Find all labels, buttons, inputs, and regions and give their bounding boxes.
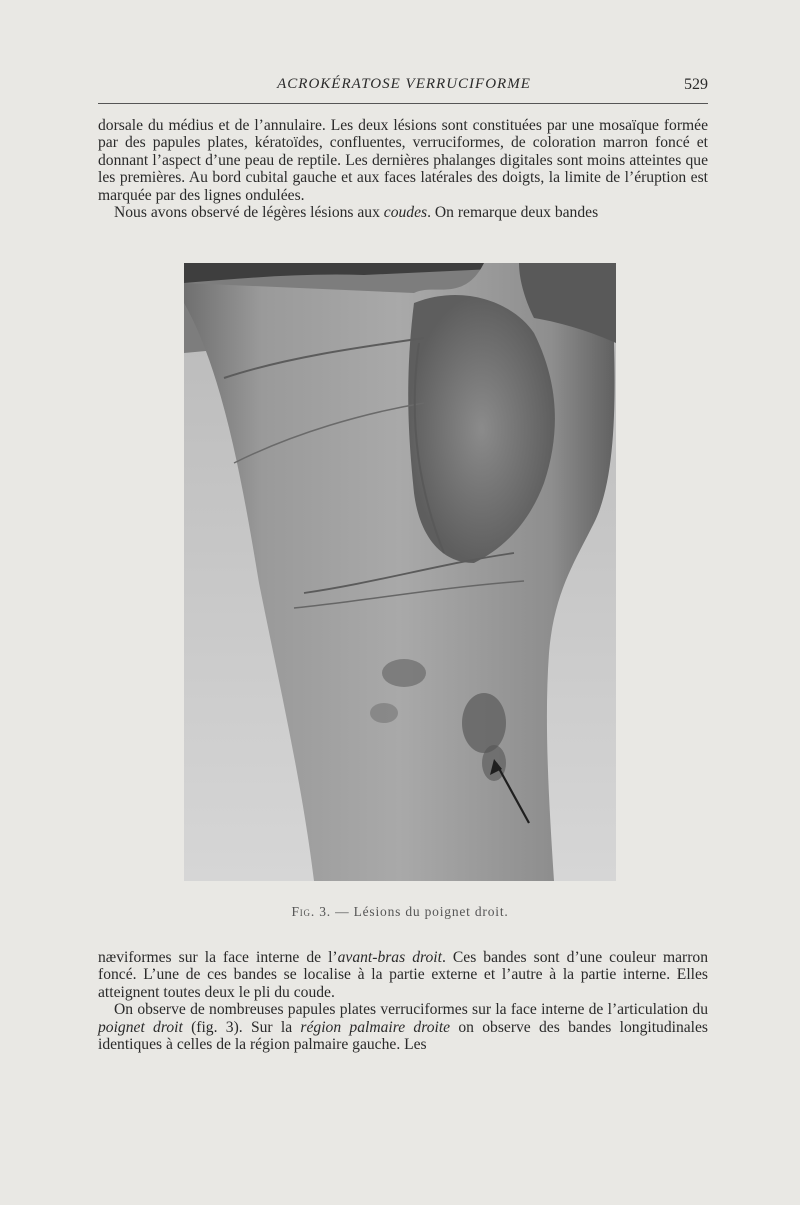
header-rule — [98, 103, 708, 104]
caption-text: — Lésions du poignet droit. — [330, 904, 509, 919]
paragraph: On observe de nombreuses papules plates verruciformes sur la face interne de l’articulation du poignet droit (fig. 3). Sur la région palmaire droite on observe des bandes longitudinales identiques à celles de la région palmaire gauche. Les — [98, 1001, 709, 1054]
paragraph: næviformes sur la face interne de l’avant-bras droit. Ces bandes sont d’une couleur marron foncé. L’une de ces bandes se localise à la partie externe et l’autre à la partie interne. Elles atteignent toutes deux le pli du coude. — [98, 949, 708, 1001]
paragraph: dorsale du médius et de l’annulaire. Les deux lésions sont constituées par une mosaïque formée par des papules plates, kératoïdes, confluentes, verruciformes, de coloration marron foncé et donnant l’aspect d’une peau de reptile. Les dernières phalanges digitales sont moins atteintes que les premières. Au bord cubital gauche et aux faces latérales des doigts, la limite de l’éruption est marquée par des lignes ondulées. — [98, 117, 708, 204]
figure-label: Fig. 3. — [291, 904, 331, 919]
figure-caption — [0, 904, 800, 920]
wrist-photo — [184, 263, 616, 881]
figure-photograph-wrist — [184, 263, 616, 881]
running-header — [98, 74, 710, 100]
body-text-bottom — [98, 949, 708, 1053]
paragraph: Nous avons observé de légères lésions aux coudes. On remarque deux bandes — [114, 204, 599, 222]
body-text-top — [98, 117, 708, 221]
running-title: ACROKÉRATOSE VERRUCIFORME — [277, 76, 531, 92]
page-number: 529 — [684, 76, 708, 93]
